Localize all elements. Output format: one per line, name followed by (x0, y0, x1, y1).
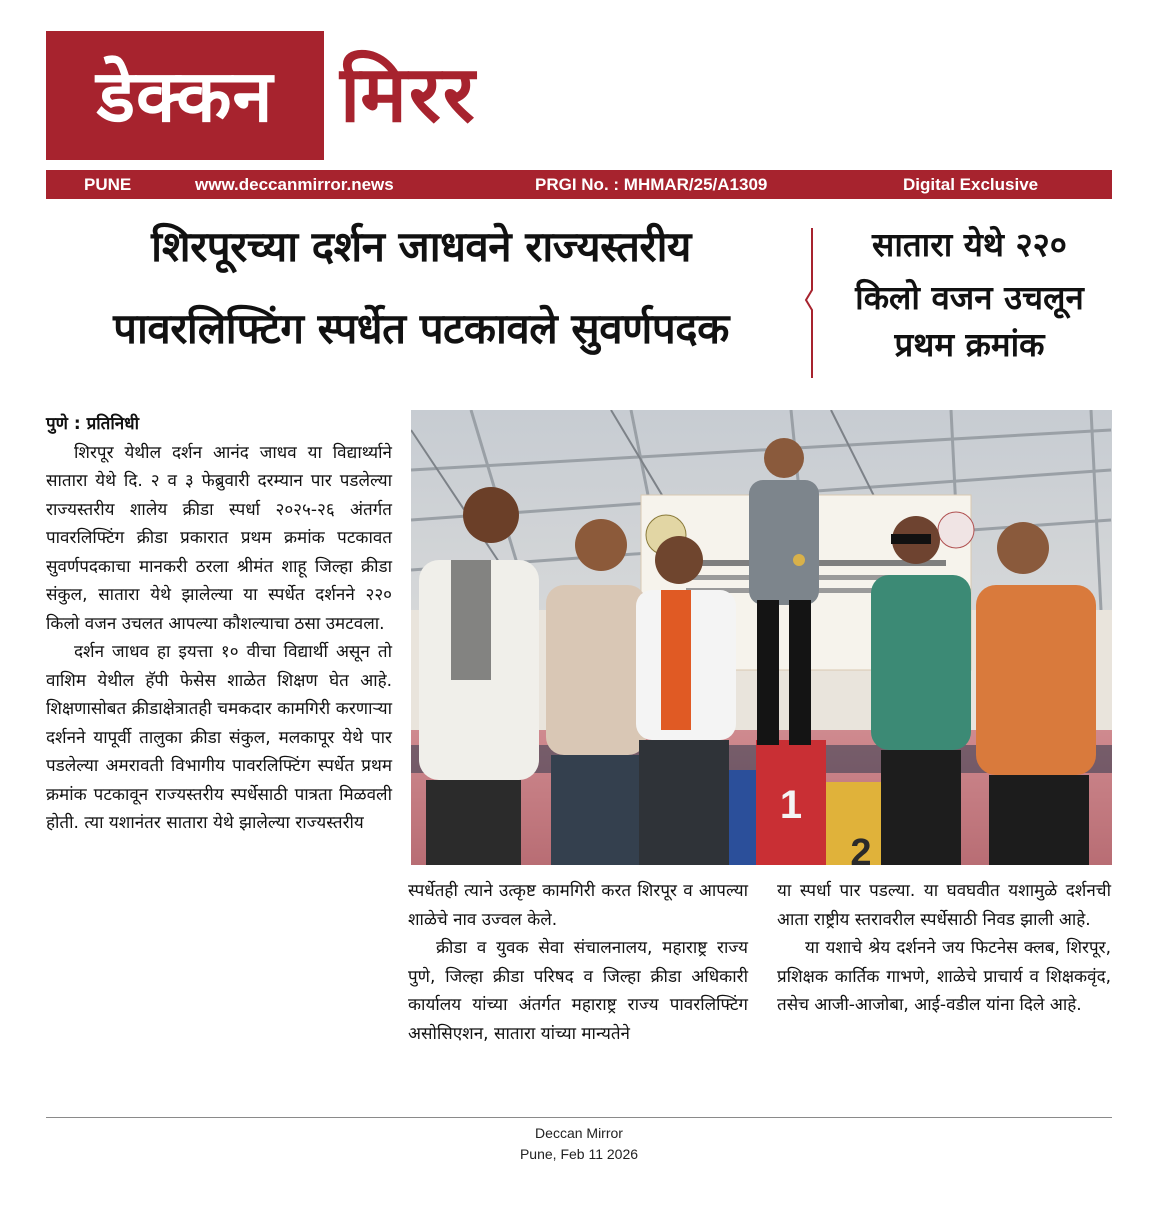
masthead-info-bar (46, 170, 1112, 199)
masthead-prgi: PRGI No. : MHMAR/25/A1309 (535, 174, 768, 194)
masthead-logo-box (46, 31, 324, 160)
article-paragraph-2-continued: स्पर्धेतही त्याने उत्कृष्ट कामगिरी करत शिरपूर व आपल्या शाळेचे नाव उज्वल केले. (408, 881, 748, 930)
masthead-logo-left: डेक्कन (96, 53, 274, 138)
footer-place-date: Pune, Feb 11 2026 (519, 1146, 639, 1162)
article-paragraph-2: दर्शन जाधव हा इयत्ता १० वीचा विद्यार्थी असून तो वाशिम येथील हॅपी फेसेस शाळेत शिक्षण घेत आहे. शिक्षणासोबत क्रीडाक्षेत्रातही चमकदार कामगिरी करणाऱ्या दर्शनने यापूर्वी तालुका क्रीडा संकुल, मलकापूर येथे पार पडलेल्या अमरावती विभागीय पावरलिफ्टिंग स्पर्धेत प्रथम क्रमांक पटकावून राज्यस्तरीय स्पर्धेसाठी पात्रता मिळवली होती. त्या यशानंतर सातारा येथे झालेल्या राज्यस्तरीय (46, 642, 392, 833)
article-column-2 (408, 877, 748, 1048)
subheadline-divider (804, 228, 820, 378)
masthead-website: www.deccanmirror.news (195, 174, 394, 194)
masthead-edition: Digital Exclusive (903, 174, 1039, 194)
masthead-logo-right: मिरर (340, 50, 477, 140)
footer-publication: Deccan Mirror (535, 1125, 623, 1141)
headline-line-2: पावरलिफ्टिंग स्पर्धेत पटकावले सुवर्णपदक (113, 304, 729, 353)
subheadline-line-2: किलो वजन उचलून (855, 278, 1084, 317)
news-photo (411, 410, 1112, 865)
podium-first-label: 1 (779, 783, 803, 827)
article-column-3 (777, 877, 1111, 1020)
article-paragraph-4: या यशाचे श्रेय दर्शनने जय फिटनेस क्लब, शिरपूर, प्रशिक्षक कार्तिक गाभणे, शाळेचे प्राचार्य व शिक्षकवृंद, तसेच आजी-आजोबा, आई-वडील यांना दिले आहे. (777, 938, 1111, 1015)
article-paragraph-1: शिरपूर येथील दर्शन आनंद जाधव या विद्यार्थ्याने सातारा येथे दि. २ व ३ फेब्रुवारी दरम्यान पार पडलेल्या राज्यस्तरीय शालेय क्रीडा स्पर्धा २०२५-२६ अंतर्गत पावरलिफ्टिंग क्रीडा प्रकारात प्रथम क्रमांक पटकावत सुवर्णपदकाचा मानकरी ठरला श्रीमंत शाहू जिल्हा क्रीडा संकुल, सातारा येथे झालेल्या या स्पर्धेत दर्शनने २२० किलो वजन उचलत आपल्या कौशल्याचा ठसा उमटवला. (46, 442, 392, 634)
masthead-city: PUNE (84, 174, 132, 194)
footer-divider (46, 1117, 1112, 1118)
podium-second-label: 2 (850, 832, 872, 865)
podium-ceremony-photo (411, 410, 1112, 865)
article-paragraph-3-continued: या स्पर्धा पार पडल्या. या घवघवीत यशामुळे दर्शनची आता राष्ट्रीय स्तरावरील स्पर्धेसाठी निवड झाली आहे. (777, 881, 1111, 930)
article-dateline: पुणे : प्रतिनिधी (46, 414, 140, 434)
article-column-1 (46, 410, 392, 838)
headline-line-1: शिरपूरच्या दर्शन जाधवने राज्यस्तरीय (151, 222, 691, 271)
subheadline-line-1: सातारा येथे २२० (872, 225, 1067, 264)
article-paragraph-3: क्रीडा व युवक सेवा संचालनालय, महाराष्ट्र राज्य पुणे, जिल्हा क्रीडा परिषद व जिल्हा क्रीडा अधिकारी कार्यालय यांच्या अंतर्गत महाराष्ट्र राज्य पावरलिफ्टिंग असोसिएशन, सातारा यांच्या मान्यतेने (408, 938, 748, 1044)
subheadline-line-3: प्रथम क्रमांक (894, 325, 1045, 364)
